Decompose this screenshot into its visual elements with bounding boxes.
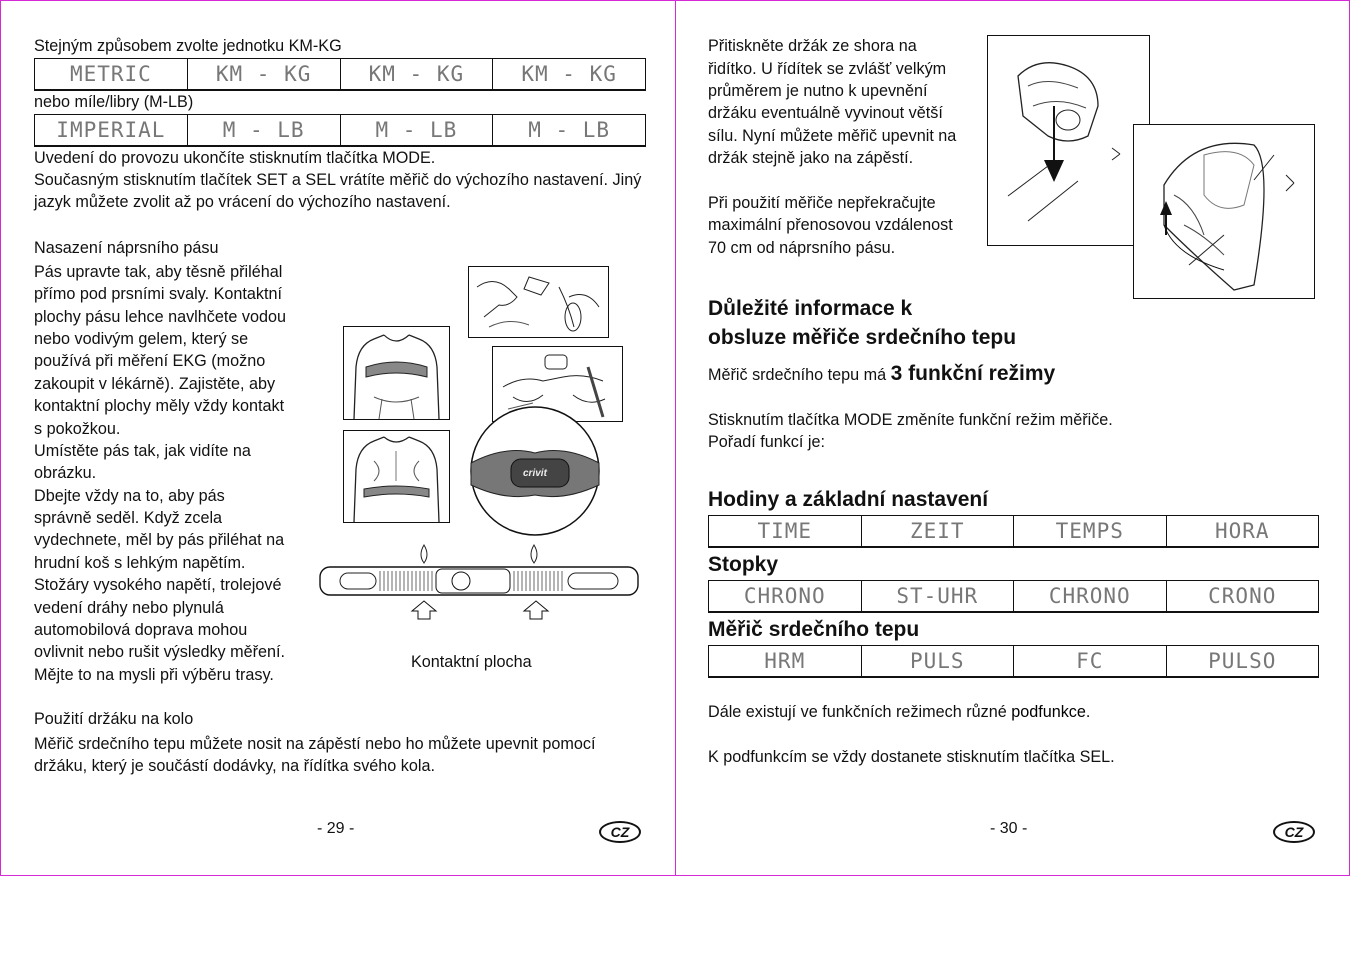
section-heading-bike: Použití držáku na kolo	[34, 710, 194, 728]
page-number: - 30 -	[990, 820, 1028, 837]
bike-device-illustration	[1133, 124, 1315, 299]
subfunction-term: podfunkce	[1011, 703, 1086, 721]
mount-line: držáku eventuálně vyvinout větší	[708, 104, 943, 122]
strap-line: Pás upravte tak, aby těsně přiléhal	[34, 263, 283, 281]
language-badge: CZ	[599, 821, 641, 843]
strap-line: Stožáry vysokého napětí, trolejové	[34, 576, 282, 594]
strap-line: Mějte to na mysli při výběru trasy.	[34, 666, 274, 684]
strap-line: Umístěte pás tak, jak vidíte na	[34, 442, 251, 460]
hrm-display-row	[708, 645, 1319, 678]
modes-prefix: Měřič srdečního tepu má	[708, 366, 891, 384]
subfunction-suffix: .	[1085, 703, 1091, 721]
lcd-cell: KM - KG	[340, 59, 493, 91]
range-line: Při použití měřiče nepřekračujte	[708, 194, 936, 212]
strap-line: nebo vodivým gelem, který se	[34, 330, 249, 348]
heading-stopwatch: Stopky	[708, 553, 779, 576]
heading-important-line1: Důležité informace k	[708, 297, 913, 320]
bike-holder-illustration	[987, 35, 1150, 246]
page-number: - 29 -	[317, 820, 355, 837]
strap-line: plochy pásu lehce navlhčete vodou	[34, 308, 286, 326]
strap-line: přímo pod prsními svaly. Kontaktní	[34, 285, 283, 303]
mount-line: průměrem je nutno k upevnění	[708, 82, 928, 100]
lcd-cell: HRM	[709, 646, 862, 678]
lcd-cell: PULSO	[1166, 646, 1319, 678]
mount-line: držák stejně jako na zápěstí.	[708, 149, 914, 167]
arrow-up-icon	[524, 601, 548, 619]
lcd-cell: KM - KG	[493, 59, 646, 91]
mount-line: sílu. Nyní můžete měřič upevnit na	[708, 127, 957, 145]
heading-important-line2: obsluze měřiče srdečního tepu	[708, 326, 1017, 349]
range-line: 70 cm od náprsního pásu.	[708, 239, 896, 257]
units-intro: Stejným způsobem zvolte jednotku KM-KG	[34, 37, 342, 55]
strap-line: kontaktní plochy měly vždy kontakt	[34, 397, 285, 415]
torso-back-illustration	[343, 430, 450, 523]
contact-area-caption: Kontaktní plocha	[411, 653, 532, 671]
subfunction-prefix: Dále existují ve funkčních režimech různé	[708, 703, 1012, 721]
strap-line: používá při měření EKG (možno	[34, 352, 266, 370]
mount-line: Přitiskněte držák ze shora na	[708, 37, 917, 55]
lcd-cell: FC	[1014, 646, 1167, 678]
strap-line: vydechnete, měl by pás přiléhat na	[34, 531, 285, 549]
lcd-cell: HORA	[1166, 516, 1319, 548]
strap-line: ovlivnit nebo rušit výsledky měření.	[34, 643, 286, 661]
lcd-cell: CHRONO	[709, 581, 862, 613]
left-page	[0, 0, 676, 876]
strap-line: s pokožkou.	[34, 420, 121, 438]
strap-line: správně seděl. Když zcela	[34, 509, 223, 527]
metric-display-row	[34, 58, 646, 91]
subfunction-sentence	[708, 701, 1090, 723]
mode-line: Pořadí funkcí je:	[708, 433, 825, 451]
lcd-cell: TEMPS	[1014, 516, 1167, 548]
bike-line: držáku, který je součástí dodávky, na řídítka svého kola.	[34, 757, 435, 775]
strap-line: automobilová doprava mohou	[34, 621, 248, 639]
torso-front-illustration	[343, 326, 450, 420]
lcd-cell: PULS	[861, 646, 1014, 678]
bike-line: Měřič srdečního tepu můžete nosit na zápěstí nebo ho můžete upevnit pomocí	[34, 735, 596, 753]
chest-strap-illustration	[318, 541, 640, 633]
modes-sentence	[708, 363, 1055, 386]
lcd-cell: IMPERIAL	[35, 115, 188, 147]
stopwatch-display-row	[708, 580, 1319, 613]
arrow-up-icon	[412, 601, 436, 619]
para-line: jazyk můžete zvolit až po vrácení do výchozího nastavení.	[34, 193, 451, 211]
lcd-cell: CHRONO	[1014, 581, 1167, 613]
heading-hrm: Měřič srdečního tepu	[708, 618, 920, 641]
mode-line: Stisknutím tlačítka MODE změníte funkční režim měřiče.	[708, 411, 1113, 429]
lcd-cell: ST-UHR	[861, 581, 1014, 613]
clock-display-row	[708, 515, 1319, 548]
range-line: maximální přenosovou vzdálenost	[708, 216, 953, 234]
strap-brand-label: crivit	[523, 468, 547, 479]
strap-line: zakoupit v lékárně). Zajistěte, aby	[34, 375, 276, 393]
heading-clock: Hodiny a základní nastavení	[708, 488, 989, 511]
language-badge: CZ	[1273, 821, 1315, 843]
imperial-display-row	[34, 114, 646, 147]
para-line: Současným stisknutím tlačítek SET a SEL vrátíte měřič do výchozího nastavení. Jiný	[34, 171, 642, 189]
lcd-cell: M - LB	[340, 115, 493, 147]
right-page	[675, 0, 1350, 876]
strap-line: hrudní koš s lehkým napětím.	[34, 554, 246, 572]
lcd-cell: ZEIT	[861, 516, 1014, 548]
lcd-cell: METRIC	[35, 59, 188, 91]
strap-closeup-circle	[465, 405, 607, 537]
para-line: Uvedení do provozu ukončíte stisknutím tlačítka MODE.	[34, 149, 436, 167]
modes-count: 3 funkční režimy	[890, 362, 1056, 385]
lcd-cell: M - LB	[493, 115, 646, 147]
sel-line: K podfunkcím se vždy dostanete stisknutím tlačítka SEL.	[708, 748, 1115, 766]
drop-icon	[421, 545, 427, 563]
strap-line: Dbejte vždy na to, aby pás	[34, 487, 225, 505]
lcd-cell: CRONO	[1166, 581, 1319, 613]
lcd-cell: TIME	[709, 516, 862, 548]
section-heading-strap: Nasazení náprsního pásu	[34, 239, 219, 257]
hands-wetting-illustration	[468, 266, 609, 338]
lcd-cell: M - LB	[187, 115, 340, 147]
drop-icon	[531, 545, 537, 563]
mount-line: řidítko. U řídítek se zvlášť velkým	[708, 60, 947, 78]
strap-line: obrázku.	[34, 464, 97, 482]
strap-line: vedení dráhy nebo plynulá	[34, 599, 224, 617]
miles-note: nebo míle/libry (M-LB)	[34, 93, 194, 111]
lcd-cell: KM - KG	[187, 59, 340, 91]
